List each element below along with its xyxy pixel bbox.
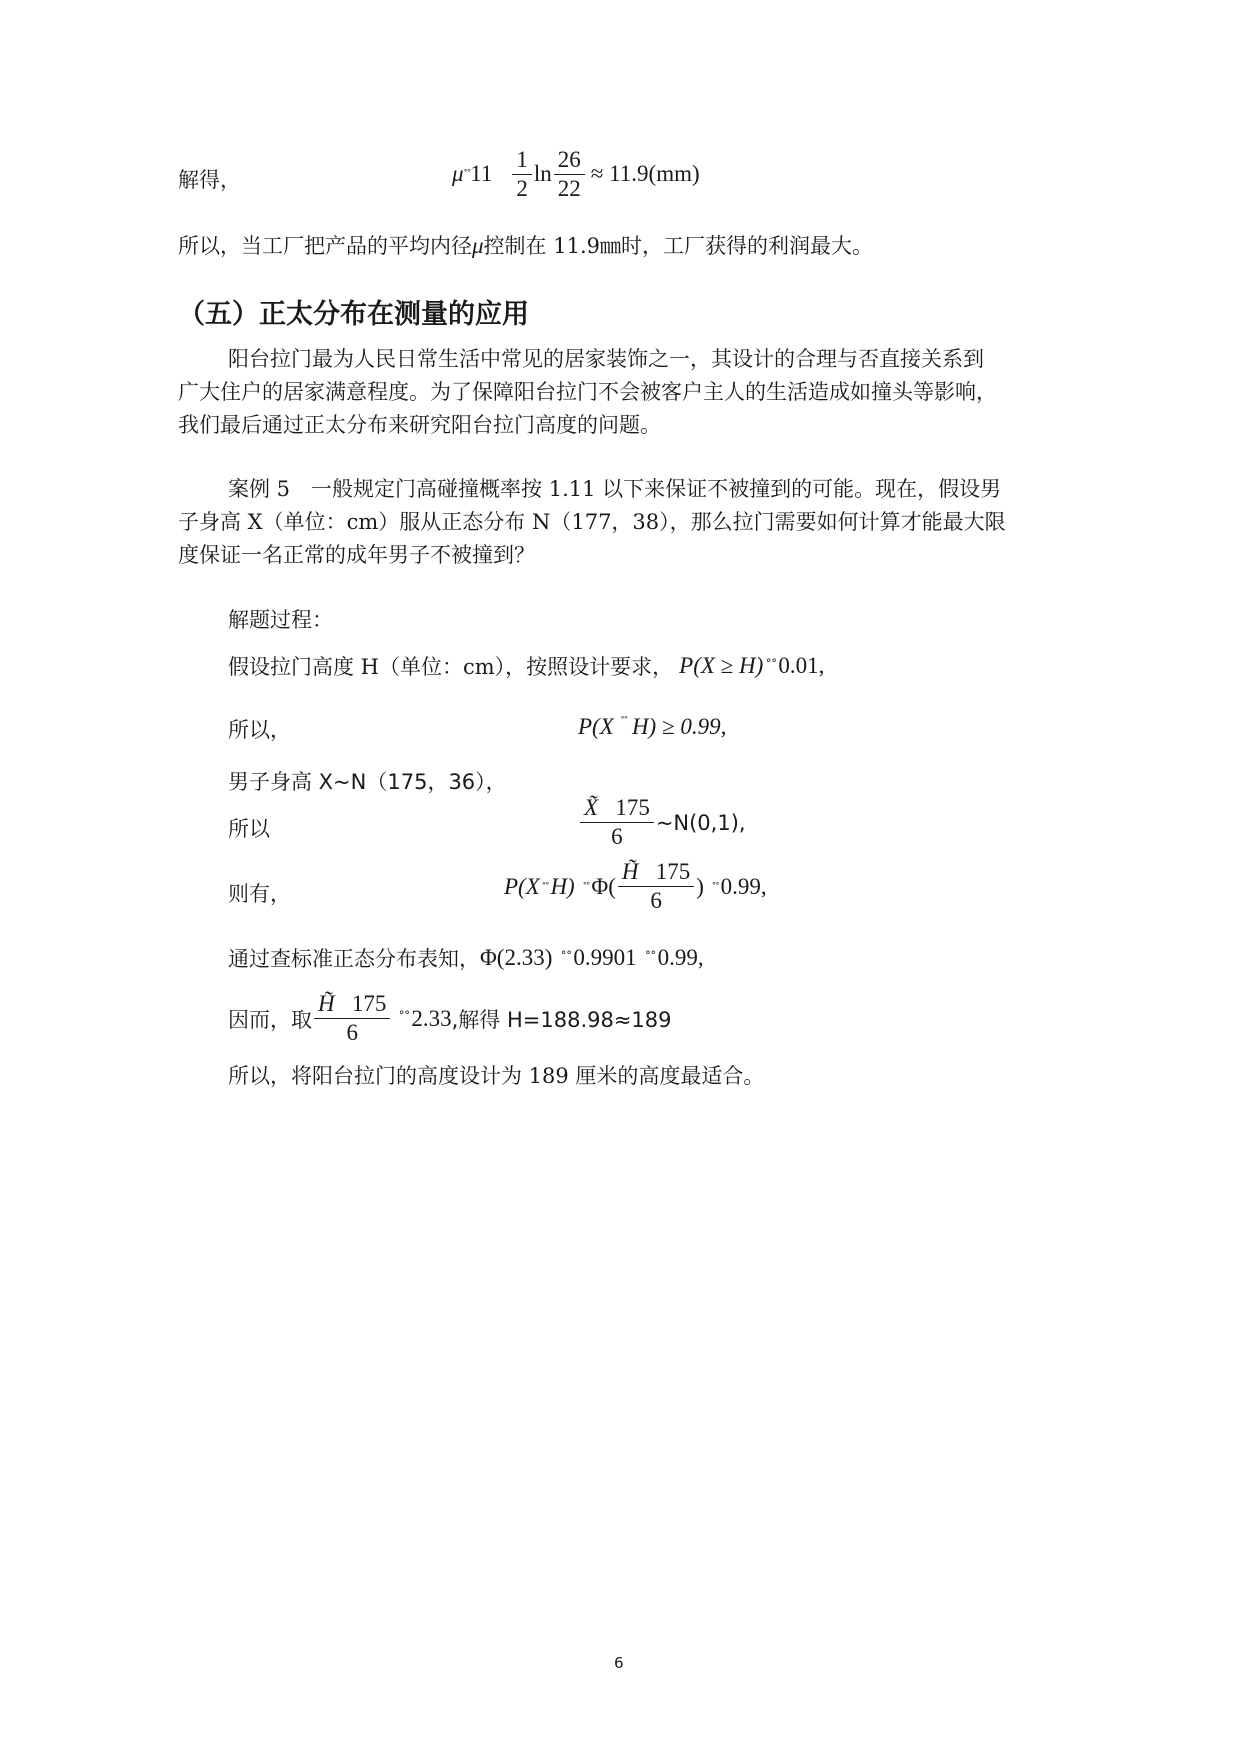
fraction-numerator	[618, 858, 694, 887]
garbled-symbol: ˚˚	[619, 713, 627, 728]
phi-value: Φ(2.33)	[480, 945, 553, 970]
garbled-symbol: ˚˚	[582, 878, 590, 894]
fraction-numerator	[580, 794, 654, 823]
formula-part: )	[696, 873, 704, 899]
garbled-symbol: ˚˚	[711, 878, 719, 894]
solve-label: 解得，	[178, 168, 241, 192]
final-conclusion: 所以，将阳台拉门的高度设计为 189 厘米的高度最适合。	[228, 1064, 765, 1088]
mu-result: ≈ 11.9(mm)	[590, 161, 700, 186]
therefore-line	[228, 990, 672, 1047]
garbled-symbol: ˚˚	[560, 950, 572, 966]
formula-part: P(X	[578, 714, 614, 739]
ln-symbol: ln	[533, 161, 552, 186]
fraction-denominator: 22	[557, 175, 581, 201]
so-label-2: 所以	[228, 817, 270, 841]
phi-symbol: Φ(	[591, 873, 616, 899]
mean-value: 175	[351, 991, 387, 1016]
solve-result: ,解得 H=188.98≈189	[451, 1007, 672, 1032]
section-heading: （五）正太分布在测量的应用	[178, 299, 529, 330]
therefore-fraction	[314, 990, 390, 1047]
formula-part: H)	[550, 873, 575, 899]
therefore-label: 因而，取	[228, 1007, 312, 1032]
fraction-denominator: 6	[346, 1020, 358, 1045]
profit-text-a: 所以，当工厂把产品的平均内径	[178, 234, 472, 258]
page-number: 6	[614, 1654, 624, 1672]
fraction-denominator: 2	[516, 175, 528, 201]
table-value-2: 0.99,	[657, 945, 704, 970]
standardize-fraction	[580, 794, 654, 851]
mu-symbol: μ	[472, 233, 484, 258]
mu-formula	[452, 142, 700, 206]
fraction-numerator: 26	[554, 146, 585, 175]
garbled-symbol: ˚˚	[398, 1011, 410, 1026]
fraction-26-22	[554, 146, 585, 203]
mean-value: 175	[615, 795, 650, 820]
male-height-line: 男子身高 X~N（175，36），	[228, 770, 507, 794]
profit-conclusion	[178, 230, 873, 260]
distribution-text: ~N(0,1),	[655, 810, 746, 835]
fraction-numerator	[314, 990, 390, 1019]
intro-paragraph	[178, 343, 1128, 442]
garbled-symbol: ˚˚	[765, 658, 777, 674]
table-lookup-line	[228, 943, 704, 973]
garbled-symbol: ˚˚	[644, 950, 656, 966]
standardize-formula	[578, 794, 746, 851]
assume-line	[228, 651, 824, 681]
x-tilde: X̃	[584, 795, 599, 820]
intro-line: 广大住户的居家满意程度。为了保障阳台拉门不会被客户主人的生活造成如撞头等影响，	[178, 380, 997, 404]
intro-line: 阳台拉门最为人民日常生活中常见的居家装饰之一，其设计的合理与否直接关系到	[228, 347, 984, 371]
formula-const: 11	[470, 161, 493, 186]
garbled-symbol: ˚˚	[463, 166, 471, 181]
case5-line: 度保证一名正常的成年男子不被撞到？	[178, 543, 535, 567]
profit-text-b: 控制在 11.9㎜时，工厂获得的利润最大。	[483, 234, 873, 258]
formula-part: P(X	[504, 873, 540, 899]
then-formula	[504, 858, 767, 915]
fraction-denominator: 6	[650, 888, 662, 913]
case5-line: 案例 5 一般规定门高碰撞概率按 1.11 以下来保证不被撞到的可能。现在，假设男	[228, 477, 1002, 501]
then-value: 0.99,	[720, 873, 767, 899]
then-fraction	[618, 858, 694, 915]
solution-title: 解题过程：	[228, 608, 333, 632]
assume-value: 0.01,	[778, 653, 825, 678]
so-label-1: 所以，	[228, 718, 291, 742]
case5-paragraph	[178, 473, 1128, 572]
fraction-numerator: 1	[512, 146, 532, 175]
formula-part: H) ≥ 0.99,	[631, 714, 727, 739]
mu-symbol: μ	[452, 161, 464, 186]
h-tilde: H̃	[621, 859, 639, 884]
so-formula-1	[578, 713, 726, 740]
garbled-symbol: ˚˚	[541, 878, 549, 894]
fraction-one-half	[512, 146, 532, 203]
intro-line: 我们最后通过正太分布来研究阳台拉门高度的问题。	[178, 413, 661, 437]
h-tilde: H̃	[318, 991, 335, 1016]
z-value: 2.33	[411, 1005, 452, 1031]
table-text: 通过查标准正态分布表知，	[228, 947, 480, 971]
assume-text: 假设拉门高度 H（单位：cm），按照设计要求，	[228, 655, 674, 679]
table-value-1: 0.9901	[573, 945, 637, 970]
case5-line: 子身高 X（单位：cm）服从正态分布 N（177，38），那么拉门需要如何计算才能最大限	[178, 510, 1006, 534]
mean-value: 175	[655, 859, 691, 884]
then-label: 则有，	[228, 882, 291, 906]
assume-formula: P(X ≥ H)	[679, 653, 764, 678]
fraction-denominator: 6	[611, 824, 623, 849]
